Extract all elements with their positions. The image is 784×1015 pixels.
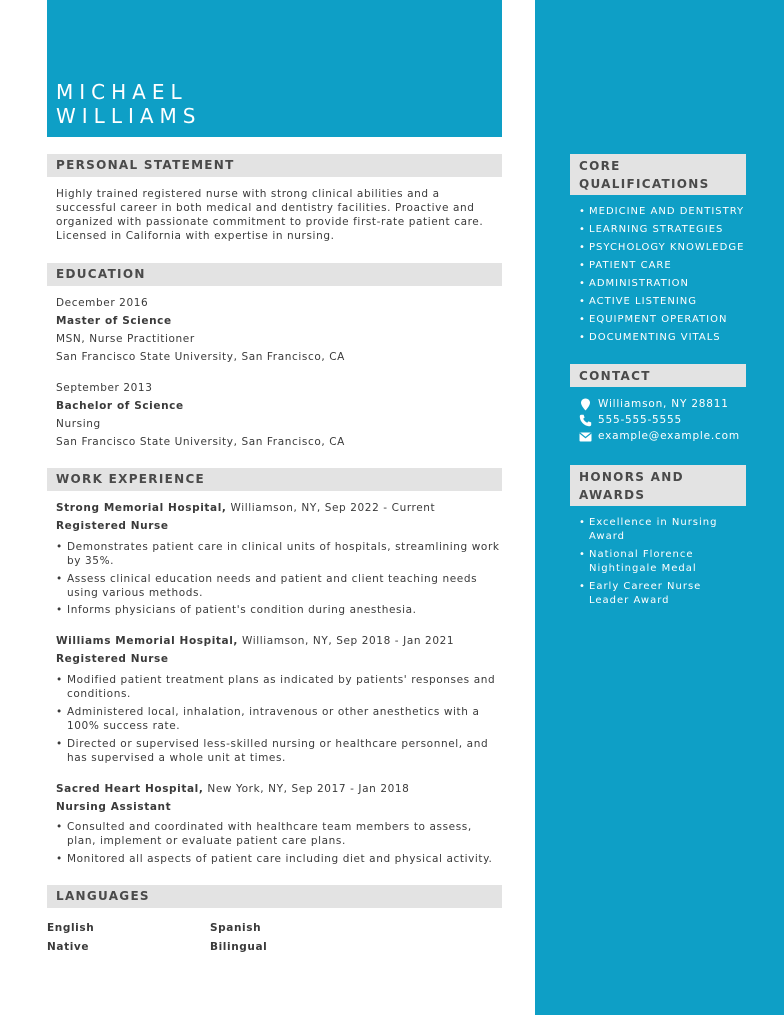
honor-item: • Excellence in Nursing Award — [579, 516, 739, 544]
qualification-item: • ADMINISTRATION — [579, 277, 689, 291]
language-name: Spanish — [210, 922, 262, 934]
job-bullet: • Informs physicians of patient's condition during anesthesia. — [56, 603, 502, 617]
job-bullet: • Directed or supervised less-skilled nursing or healthcare personnel, and has supervised a whole unit at times. — [56, 737, 502, 765]
personal-statement-text: Highly trained registered nurse with strong clinical abilities and a successful career in both medical and dentistry facilities. Proactive and organized with passionate commitment to provide first-rate patient care. Licensed in California with expertise in nursing. — [56, 188, 484, 242]
job-details: Williamson, NY, Sep 2018 - Jan 2021 — [238, 635, 455, 647]
qualification-item: • EQUIPMENT OPERATION — [579, 313, 727, 327]
job-header — [56, 782, 409, 796]
honor-item: • National Florence Nightingale Medal — [579, 548, 739, 576]
job-header — [56, 501, 435, 515]
name-header — [47, 0, 502, 137]
language-level: Bilingual — [210, 941, 268, 953]
job-title: Registered Nurse — [56, 520, 169, 532]
sidebar — [535, 0, 784, 1015]
qualification-item: • LEARNING STRATEGIES — [579, 223, 723, 237]
education-heading: EDUCATION — [47, 263, 502, 286]
contact-location-text: Williamson, NY 28811 — [598, 398, 729, 410]
core-qualifications-heading: CORE QUALIFICATIONS — [570, 154, 746, 195]
qualification-item: • MEDICINE AND DENTISTRY — [579, 205, 744, 219]
job-bullet: • Modified patient treatment plans as indicated by patients' responses and conditions. — [56, 673, 502, 701]
job-details: Williamson, NY, Sep 2022 - Current — [226, 502, 436, 514]
last-name: WILLIAMS — [56, 104, 202, 128]
job-bullet: • Monitored all aspects of patient care including diet and physical activity. — [56, 852, 502, 866]
job-title: Registered Nurse — [56, 653, 169, 665]
education-school: San Francisco State University, San Francisco, CA — [56, 436, 345, 448]
job-employer: Strong Memorial Hospital, — [56, 502, 227, 514]
qualification-item: • DOCUMENTING VITALS — [579, 331, 721, 345]
job-header — [56, 634, 454, 648]
contact-phone — [579, 413, 682, 427]
job-employer: Williams Memorial Hospital, — [56, 635, 239, 647]
qualification-item: • PSYCHOLOGY KNOWLEDGE — [579, 241, 744, 255]
contact-phone-text: 555-555-5555 — [598, 414, 682, 426]
education-field: Nursing — [56, 418, 101, 430]
job-details: New York, NY, Sep 2017 - Jan 2018 — [203, 783, 410, 795]
job-bullet: • Consulted and coordinated with healthcare team members to assess, plan, implement or evaluate patient care plans. — [56, 820, 502, 848]
job-title: Nursing Assistant — [56, 801, 172, 813]
language-name: English — [47, 922, 95, 934]
contact-email — [579, 429, 740, 443]
job-bullet: • Assess clinical education needs and patient and client teaching needs using various methods. — [56, 572, 502, 600]
honor-item: • Early Career Nurse Leader Award — [579, 580, 739, 608]
phone-icon — [579, 414, 592, 427]
education-degree: Bachelor of Science — [56, 400, 184, 412]
work-experience-heading: WORK EXPERIENCE — [47, 468, 502, 491]
job-employer: Sacred Heart Hospital, — [56, 783, 204, 795]
job-bullet: • Demonstrates patient care in clinical units of hospitals, streamlining work by 35%. — [56, 540, 502, 568]
contact-heading: CONTACT — [570, 364, 746, 387]
job-bullet: • Administered local, inhalation, intravenous or other anesthetics with a 100% success rate. — [56, 705, 502, 733]
languages-heading: LANGUAGES — [47, 885, 502, 908]
education-date: September 2013 — [56, 382, 153, 394]
education-degree: Master of Science — [56, 315, 172, 327]
first-name: MICHAEL — [56, 80, 188, 104]
education-field: MSN, Nurse Practitioner — [56, 333, 195, 345]
contact-email-text: example@example.com — [598, 430, 740, 442]
map-pin-icon — [579, 398, 592, 411]
qualification-item: • ACTIVE LISTENING — [579, 295, 697, 309]
education-date: December 2016 — [56, 297, 149, 309]
contact-location — [579, 397, 729, 411]
envelope-icon — [579, 430, 592, 443]
candidate-name — [56, 80, 202, 128]
language-level: Native — [47, 941, 90, 953]
qualification-item: • PATIENT CARE — [579, 259, 672, 273]
education-school: San Francisco State University, San Francisco, CA — [56, 351, 345, 363]
personal-statement-heading: PERSONAL STATEMENT — [47, 154, 502, 177]
honors-awards-heading: HONORS AND AWARDS — [570, 465, 746, 506]
